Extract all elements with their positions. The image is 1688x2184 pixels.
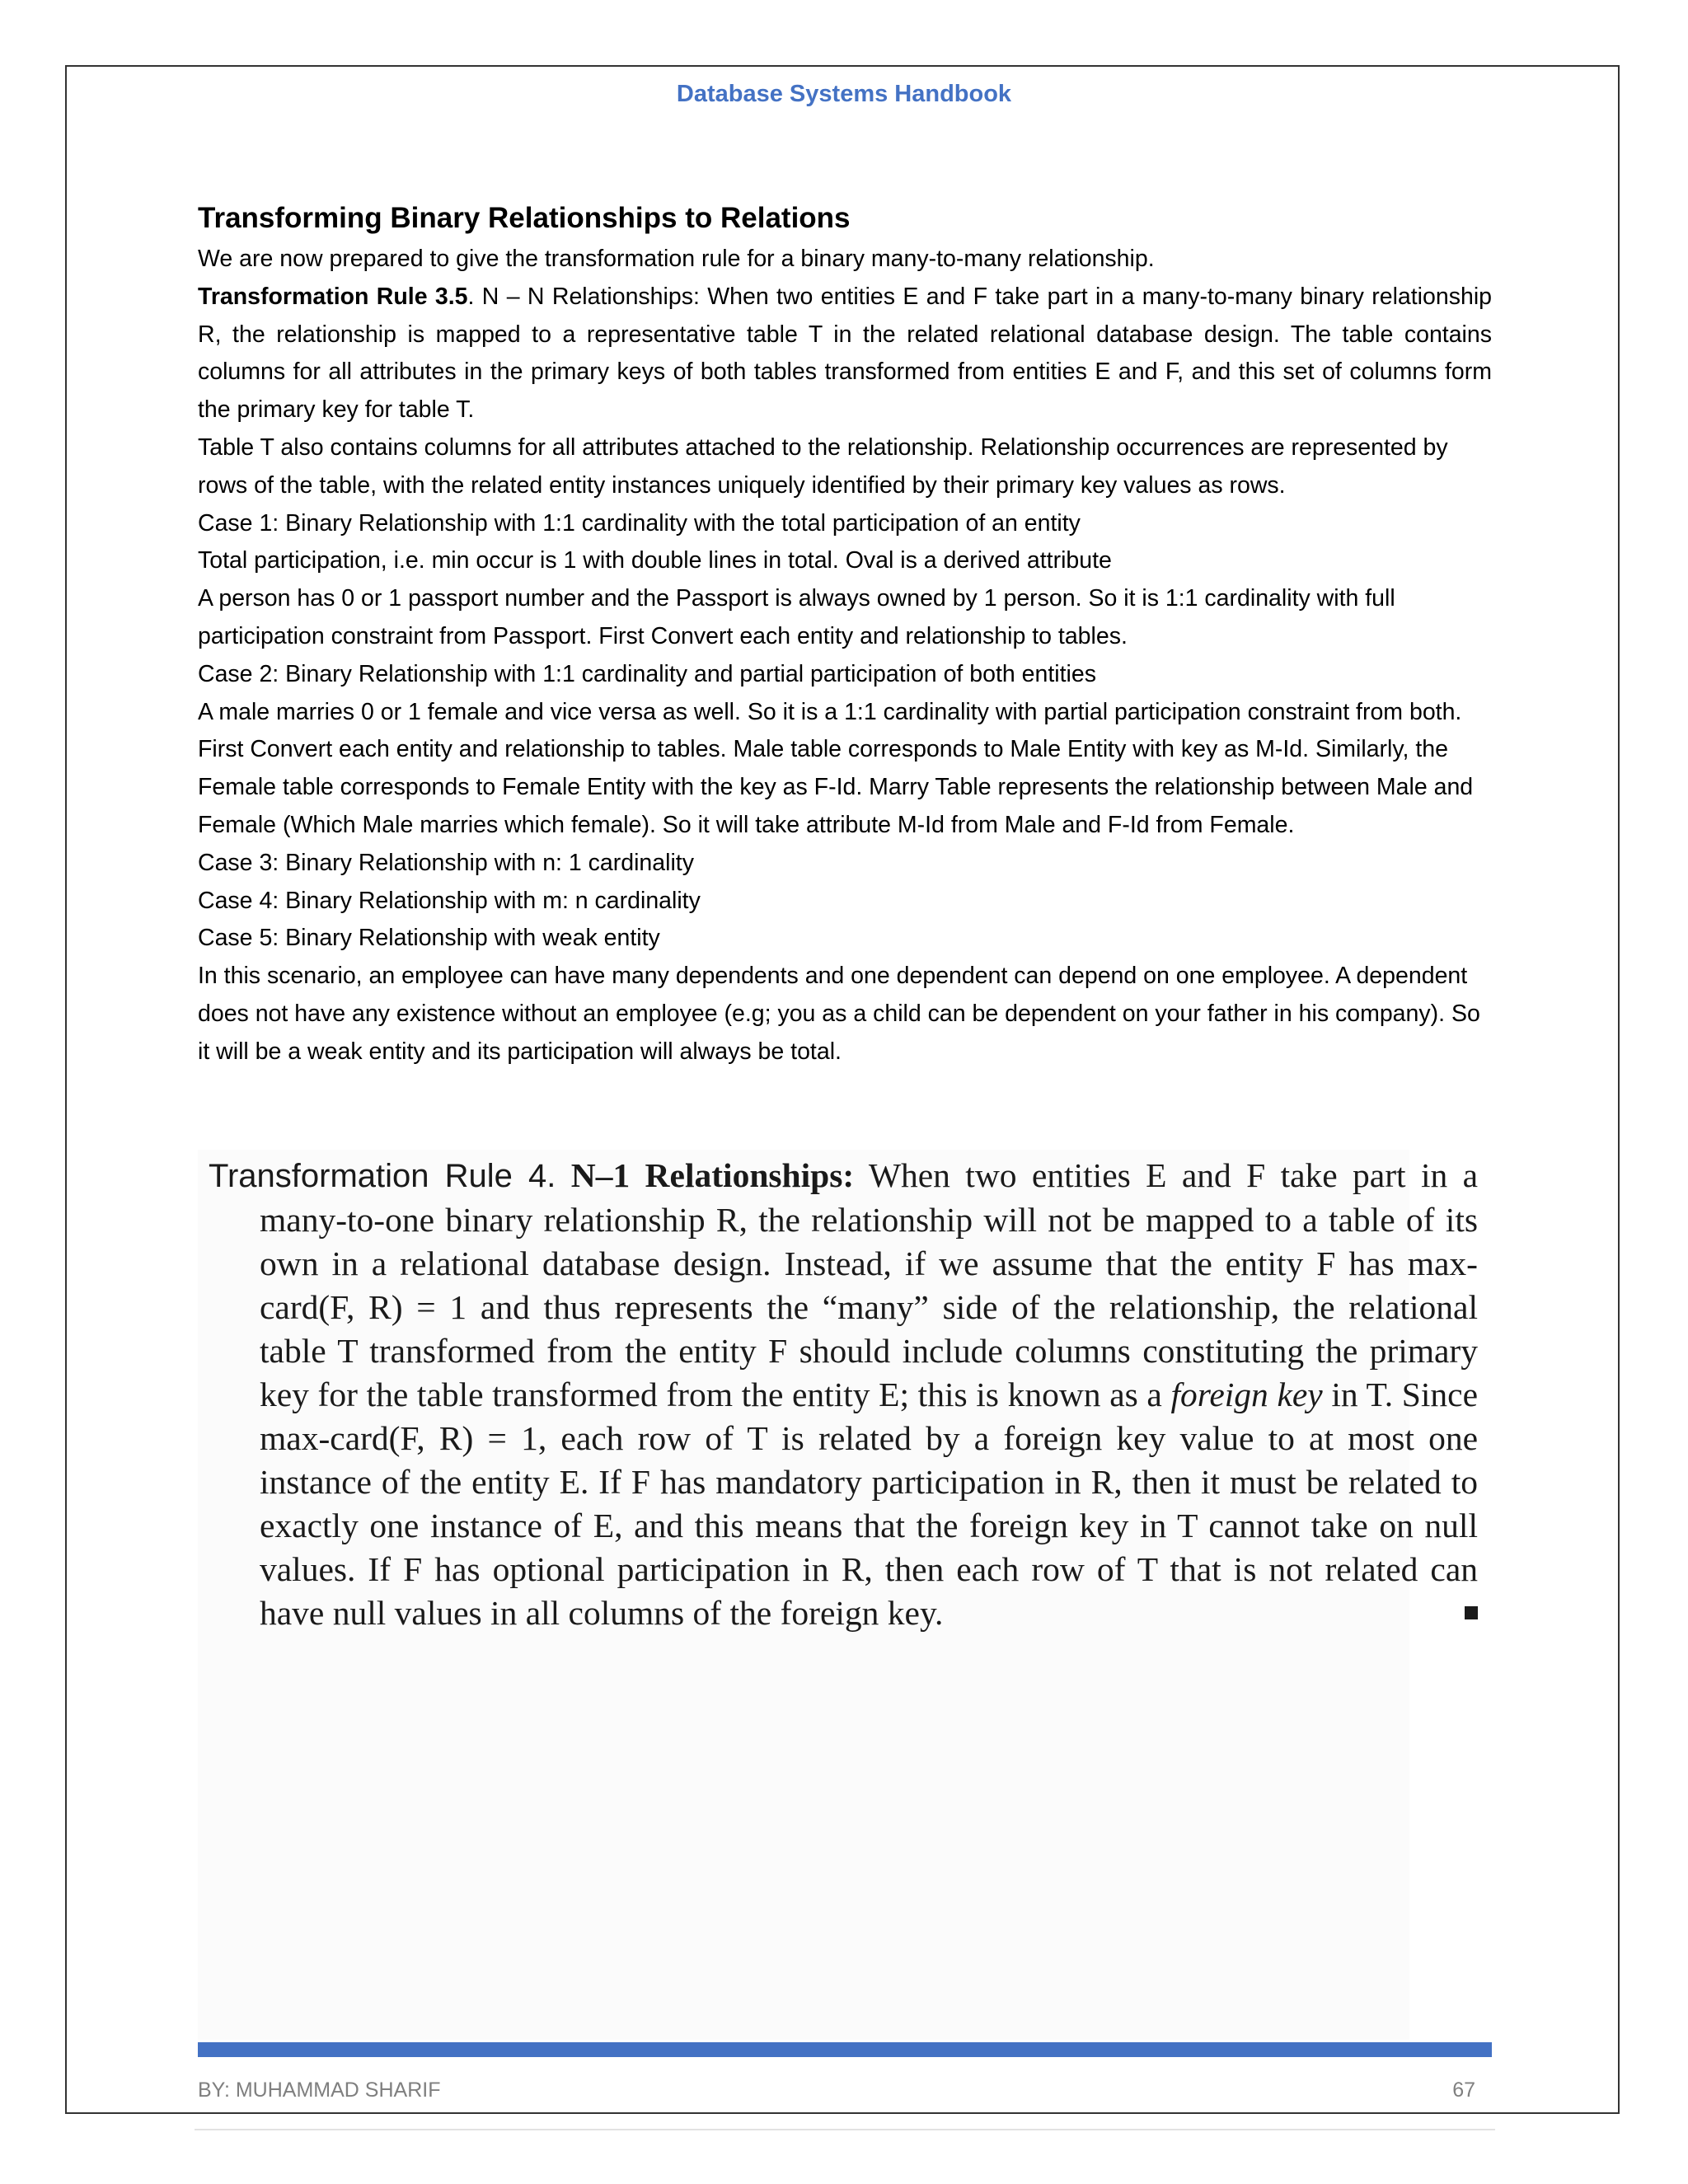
rule-4-italic-term: foreign key bbox=[1170, 1376, 1323, 1413]
case-1-paragraph: A person has 0 or 1 passport number and the Passport is always owned by 1 person. So it is 1:1 cardinality with full participation constraint from Passport. First Convert each entity and relationship to tables. bbox=[198, 585, 1395, 649]
rule-4-text-b: in T. Since max-card(F, R) = 1, each row of T is related by a foreign key value to at most one instance of the entity E. If F has mandatory participation in R, then it must be related to exactly one instance of E, and this means that the foreign key in T cannot take on null values. If F has optional participation in R, then each row of T that is not related can have null values in all columns of the foreign key. bbox=[260, 1376, 1479, 1632]
rule-4-subhead: N–1 Relationships: bbox=[570, 1156, 855, 1194]
rule-4-text-a: When two entities E and F take part in a many-to-one binary relationship R, the relationship will not be mapped to a table of its own in a relational database design. Instead, if we assume that the entity F has max-card(F, R) = 1 and thus represents the “many” side of the relationship, the relational table T transformed from the entity F should include columns constituting the primary key for the table transformed from the entity E; this is known as a bbox=[260, 1156, 1479, 1413]
rule-3-5-label: Transformation Rule 3.5 bbox=[198, 283, 468, 310]
case-1-title: Case 1: Binary Relationship with 1:1 cardinality with the total participation of an entity bbox=[198, 509, 1081, 537]
scanned-rule-4 bbox=[209, 1154, 1478, 1635]
rule-4-head: Transformation Rule 4. bbox=[209, 1158, 556, 1194]
section-heading: Transforming Binary Relationships to Relations bbox=[198, 202, 851, 234]
case-2-title: Case 2: Binary Relationship with 1:1 cardinality and partial participation of both entities bbox=[198, 660, 1096, 687]
case-1-note: Total participation, i.e. min occur is 1 with double lines in total. Oval is a derived attribute bbox=[198, 547, 1112, 574]
end-of-rule-square-icon bbox=[1465, 1606, 1478, 1619]
case-5-title: Case 5: Binary Relationship with weak entity bbox=[198, 925, 660, 952]
footer-accent-bar bbox=[198, 2042, 1492, 2057]
page-number: 67 bbox=[1452, 2079, 1475, 2102]
case-5-paragraph: In this scenario, an employee can have many dependents and one dependent can depend on one employee. A dependent does not have any existence without an employee (e.g; you as a child can be dependent on your father in his company). So it will be a weak entity and its participation will always be total. bbox=[198, 963, 1480, 1065]
case-3-title: Case 3: Binary Relationship with n: 1 cardinality bbox=[198, 849, 694, 876]
running-header: Database Systems Handbook bbox=[676, 81, 1012, 107]
case-4-title: Case 4: Binary Relationship with m: n cardinality bbox=[198, 887, 701, 914]
rule-3-5-text: . N – N Relationships: When two entities E and F take part in a many-to-many binary relationship R, the relationship is mapped to a representative table T in the related relational database design. The table contains columns for all attributes in the primary keys of both tables transformed from entities E and F, and this set of columns form the primary key for table T. bbox=[198, 283, 1492, 424]
bottom-divider bbox=[195, 2129, 1495, 2130]
main-content bbox=[198, 198, 1492, 1071]
rule-3-5-paragraph bbox=[198, 279, 1492, 429]
case-2-paragraph: A male marries 0 or 1 female and vice versa as well. So it is a 1:1 cardinality with partial participation constraint from both. First Convert each entity and relationship to tables. Male table corresponds to Male Entity with key as M-Id. Similarly, the Female table corresponds to Female Entity with the key as F-Id. Marry Table represents the relationship between Male and Female (Which Male marries which female). So it will take attribute M-Id from Male and F-Id from Female. bbox=[198, 698, 1474, 838]
intro-paragraph: We are now prepared to give the transformation rule for a binary many-to-many relationship. bbox=[198, 246, 1155, 272]
table-t-paragraph: Table T also contains columns for all attributes attached to the relationship. Relationship occurrences are represented by rows of the table, with the related entity instances uniquely identified by their primary key values as rows. bbox=[198, 434, 1448, 499]
footer-author: BY: MUHAMMAD SHARIF bbox=[198, 2079, 441, 2102]
